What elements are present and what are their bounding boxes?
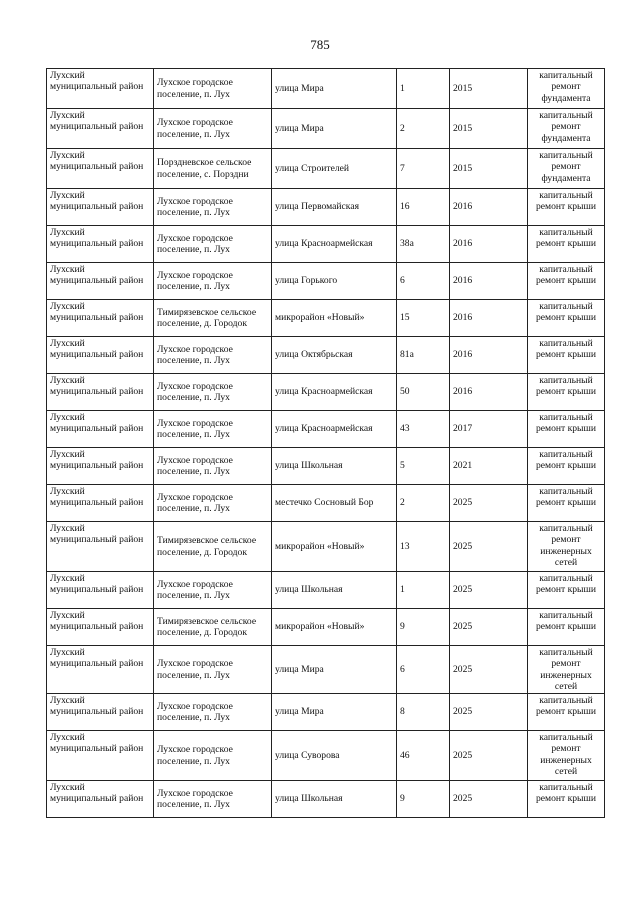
- table-row: [47, 263, 605, 300]
- works-type-cell: капитальный ремонт крыши: [528, 694, 605, 731]
- house-number-cell: 43: [397, 411, 450, 448]
- district-cell: Лухский муниципальный район: [47, 149, 154, 189]
- settlement-cell: Лухское городское поселение, п. Лух: [154, 448, 272, 485]
- table-row: [47, 609, 605, 646]
- works-type-cell: капитальный ремонт крыши: [528, 448, 605, 485]
- house-number-cell: 16: [397, 189, 450, 226]
- table-row: [47, 374, 605, 411]
- district-cell: Лухский муниципальный район: [47, 646, 154, 694]
- district-cell: Лухский муниципальный район: [47, 731, 154, 781]
- table-row: [47, 69, 605, 109]
- settlement-cell: Лухское городское поселение, п. Лух: [154, 263, 272, 300]
- house-number-cell: 2: [397, 109, 450, 149]
- settlement-cell: Лухское городское поселение, п. Лух: [154, 411, 272, 448]
- house-number-cell: 81а: [397, 337, 450, 374]
- year-cell: 2016: [450, 263, 528, 300]
- street-cell: улица Октябрьская: [272, 337, 397, 374]
- district-cell: Лухский муниципальный район: [47, 226, 154, 263]
- settlement-cell: Лухское городское поселение, п. Лух: [154, 69, 272, 109]
- works-type-cell: капитальный ремонт крыши: [528, 374, 605, 411]
- housing-repair-table: [46, 68, 605, 818]
- settlement-cell: Порздневское сельское поселение, с. Порздни: [154, 149, 272, 189]
- table-row: [47, 485, 605, 522]
- works-type-cell: капитальный ремонт фундамента: [528, 149, 605, 189]
- house-number-cell: 38а: [397, 226, 450, 263]
- street-cell: улица Мира: [272, 694, 397, 731]
- settlement-cell: Лухское городское поселение, п. Лух: [154, 485, 272, 522]
- district-cell: Лухский муниципальный район: [47, 448, 154, 485]
- year-cell: 2021: [450, 448, 528, 485]
- table-row: [47, 226, 605, 263]
- works-type-cell: капитальный ремонт фундамента: [528, 69, 605, 109]
- house-number-cell: 46: [397, 731, 450, 781]
- year-cell: 2015: [450, 69, 528, 109]
- house-number-cell: 6: [397, 646, 450, 694]
- works-type-cell: капитальный ремонт крыши: [528, 189, 605, 226]
- year-cell: 2025: [450, 646, 528, 694]
- year-cell: 2016: [450, 337, 528, 374]
- house-number-cell: 6: [397, 263, 450, 300]
- district-cell: Лухский муниципальный район: [47, 189, 154, 226]
- works-type-cell: капитальный ремонт крыши: [528, 572, 605, 609]
- year-cell: 2015: [450, 149, 528, 189]
- street-cell: улица Первомайская: [272, 189, 397, 226]
- district-cell: Лухский муниципальный район: [47, 109, 154, 149]
- street-cell: улица Красноармейская: [272, 374, 397, 411]
- year-cell: 2016: [450, 300, 528, 337]
- table-row: [47, 448, 605, 485]
- table-row: [47, 300, 605, 337]
- year-cell: 2016: [450, 374, 528, 411]
- settlement-cell: Лухское городское поселение, п. Лух: [154, 189, 272, 226]
- district-cell: Лухский муниципальный район: [47, 694, 154, 731]
- year-cell: 2025: [450, 694, 528, 731]
- house-number-cell: 1: [397, 572, 450, 609]
- year-cell: 2025: [450, 609, 528, 646]
- table-row: [47, 572, 605, 609]
- street-cell: улица Красноармейская: [272, 226, 397, 263]
- settlement-cell: Лухское городское поселение, п. Лух: [154, 694, 272, 731]
- settlement-cell: Лухское городское поселение, п. Лух: [154, 781, 272, 818]
- district-cell: Лухский муниципальный район: [47, 411, 154, 448]
- works-type-cell: капитальный ремонт инженерных сетей: [528, 646, 605, 694]
- works-type-cell: капитальный ремонт крыши: [528, 300, 605, 337]
- year-cell: 2025: [450, 485, 528, 522]
- works-type-cell: капитальный ремонт крыши: [528, 609, 605, 646]
- settlement-cell: Лухское городское поселение, п. Лух: [154, 374, 272, 411]
- district-cell: Лухский муниципальный район: [47, 781, 154, 818]
- street-cell: микрорайон «Новый»: [272, 522, 397, 572]
- house-number-cell: 13: [397, 522, 450, 572]
- settlement-cell: Тимирязевское сельское поселение, д. Городок: [154, 522, 272, 572]
- street-cell: улица Мира: [272, 109, 397, 149]
- settlement-cell: Лухское городское поселение, п. Лух: [154, 337, 272, 374]
- district-cell: Лухский муниципальный район: [47, 300, 154, 337]
- table-body: [47, 69, 605, 818]
- works-type-cell: капитальный ремонт крыши: [528, 781, 605, 818]
- table-row: [47, 149, 605, 189]
- table-row: [47, 694, 605, 731]
- settlement-cell: Тимирязевское сельское поселение, д. Городок: [154, 609, 272, 646]
- district-cell: Лухский муниципальный район: [47, 263, 154, 300]
- works-type-cell: капитальный ремонт инженерных сетей: [528, 731, 605, 781]
- street-cell: улица Красноармейская: [272, 411, 397, 448]
- year-cell: 2015: [450, 109, 528, 149]
- street-cell: улица Школьная: [272, 448, 397, 485]
- page-number: 785: [310, 37, 330, 52]
- house-number-cell: 2: [397, 485, 450, 522]
- settlement-cell: Лухское городское поселение, п. Лух: [154, 109, 272, 149]
- street-cell: улица Мира: [272, 646, 397, 694]
- district-cell: Лухский муниципальный район: [47, 522, 154, 572]
- year-cell: 2025: [450, 731, 528, 781]
- works-type-cell: капитальный ремонт крыши: [528, 485, 605, 522]
- works-type-cell: капитальный ремонт крыши: [528, 337, 605, 374]
- works-type-cell: капитальный ремонт инженерных сетей: [528, 522, 605, 572]
- settlement-cell: Тимирязевское сельское поселение, д. Городок: [154, 300, 272, 337]
- house-number-cell: 5: [397, 448, 450, 485]
- house-number-cell: 8: [397, 694, 450, 731]
- house-number-cell: 7: [397, 149, 450, 189]
- table-row: [47, 411, 605, 448]
- district-cell: Лухский муниципальный район: [47, 485, 154, 522]
- street-cell: улица Горького: [272, 263, 397, 300]
- district-cell: Лухский муниципальный район: [47, 374, 154, 411]
- table-row: [47, 781, 605, 818]
- street-cell: улица Школьная: [272, 781, 397, 818]
- house-number-cell: 9: [397, 781, 450, 818]
- year-cell: 2017: [450, 411, 528, 448]
- settlement-cell: Лухское городское поселение, п. Лух: [154, 646, 272, 694]
- settlement-cell: Лухское городское поселение, п. Лух: [154, 226, 272, 263]
- table-row: [47, 189, 605, 226]
- house-number-cell: 15: [397, 300, 450, 337]
- year-cell: 2025: [450, 781, 528, 818]
- house-number-cell: 9: [397, 609, 450, 646]
- table-row: [47, 522, 605, 572]
- works-type-cell: капитальный ремонт крыши: [528, 411, 605, 448]
- table-row: [47, 731, 605, 781]
- works-type-cell: капитальный ремонт фундамента: [528, 109, 605, 149]
- works-type-cell: капитальный ремонт крыши: [528, 226, 605, 263]
- street-cell: улица Мира: [272, 69, 397, 109]
- table-row: [47, 646, 605, 694]
- street-cell: улица Школьная: [272, 572, 397, 609]
- district-cell: Лухский муниципальный район: [47, 572, 154, 609]
- table-row: [47, 109, 605, 149]
- settlement-cell: Лухское городское поселение, п. Лух: [154, 731, 272, 781]
- street-cell: микрорайон «Новый»: [272, 300, 397, 337]
- street-cell: улица Суворова: [272, 731, 397, 781]
- works-type-cell: капитальный ремонт крыши: [528, 263, 605, 300]
- year-cell: 2016: [450, 226, 528, 263]
- table-row: [47, 337, 605, 374]
- settlement-cell: Лухское городское поселение, п. Лух: [154, 572, 272, 609]
- year-cell: 2025: [450, 522, 528, 572]
- district-cell: Лухский муниципальный район: [47, 69, 154, 109]
- street-cell: улица Строителей: [272, 149, 397, 189]
- district-cell: Лухский муниципальный район: [47, 337, 154, 374]
- year-cell: 2025: [450, 572, 528, 609]
- year-cell: 2016: [450, 189, 528, 226]
- street-cell: микрорайон «Новый»: [272, 609, 397, 646]
- district-cell: Лухский муниципальный район: [47, 609, 154, 646]
- house-number-cell: 50: [397, 374, 450, 411]
- street-cell: местечко Сосновый Бор: [272, 485, 397, 522]
- house-number-cell: 1: [397, 69, 450, 109]
